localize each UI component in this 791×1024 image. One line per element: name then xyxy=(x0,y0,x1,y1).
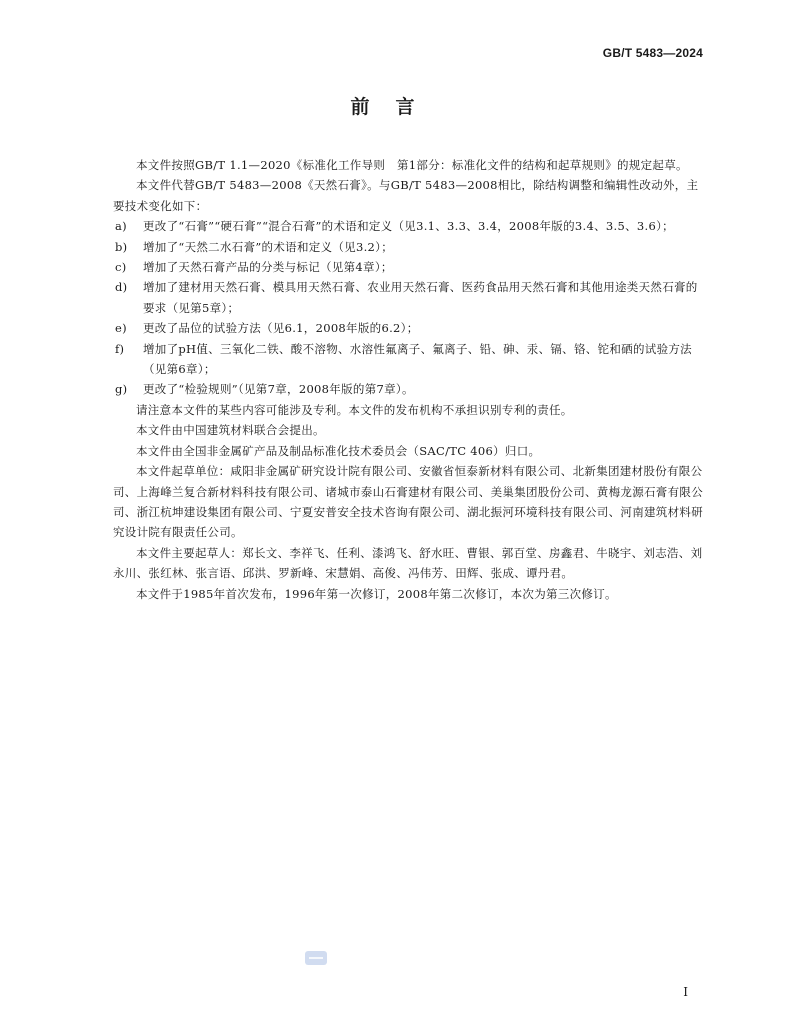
paragraph: 本文件由中国建筑材料联合会提出。 xyxy=(136,423,325,438)
list-item-text: 增加了天然石膏产品的分类与标记（见第4章）； xyxy=(143,260,393,275)
list-item-label: a) xyxy=(115,219,127,234)
paragraph: 本文件于1985年首次发布，1996年第一次修订，2008年第二次修订，本次为第三次修订。 xyxy=(136,586,617,601)
list-item-label: g) xyxy=(115,382,128,397)
list-item-label: c) xyxy=(115,260,127,275)
list-item-text: 更改了“检验规则”（见第7章，2008年版的第7章）。 xyxy=(143,382,414,397)
list-item-text: 增加了“天然二水石膏”的术语和定义（见3.2）； xyxy=(143,239,393,254)
list-item-text: 更改了“石膏”“硬石膏”“混合石膏”的术语和定义（见3.1、3.3、3.4，2008年版的3.4、3.5、3.6）； xyxy=(143,219,674,234)
list-item-text: 增加了pH值、三氧化二铁、酸不溶物、水溶性氟离子、氟离子、铅、砷、汞、镉、铬、铊和硒的试验方法（见第6章）； xyxy=(143,341,692,377)
change-list xyxy=(113,216,705,400)
list-item xyxy=(113,237,705,257)
list-item-text: 增加了建材用天然石膏、模具用天然石膏、农业用天然石膏、医药食品用天然石膏和其他用途类天然石膏的要求（见第5章）； xyxy=(143,280,698,315)
list-item xyxy=(113,277,705,318)
list-item-label: b) xyxy=(115,239,128,254)
list-item-label: f) xyxy=(115,341,125,356)
list-item xyxy=(113,379,705,399)
page-title: 前言 xyxy=(350,96,441,118)
list-item-label: d) xyxy=(115,280,128,295)
paragraph: 本文件由全国非金属矿产品及制品标准化技术委员会（SAC/TC 406）归口。 xyxy=(136,443,541,458)
paragraph: 本文件主要起草人：郑长文、李祥飞、任利、漆鸿飞、舒水旺、曹银、郭百堂、房鑫君、牛晓宇、刘志浩、刘永川、张红林、张言语、邱洪、罗新峰、宋慧娟、高俊、冯伟芳、田辉、张成、谭丹君。 xyxy=(113,545,703,581)
standard-number: GB/T 5483—2024 xyxy=(602,46,703,60)
watermark-logo xyxy=(305,951,327,965)
list-item xyxy=(113,318,705,338)
list-item-label: e) xyxy=(115,321,127,336)
list-item xyxy=(113,339,705,380)
list-item xyxy=(113,257,705,277)
list-item xyxy=(113,216,705,236)
paragraph: 本文件按照GB/T 1.1—2020《标准化工作导则 第1部分：标准化文件的结构和起草规则》的规定起草。 xyxy=(136,158,688,172)
list-item-text: 更改了品位的试验方法（见6.1，2008年版的6.2）； xyxy=(143,321,419,336)
paragraph: 请注意本文件的某些内容可能涉及专利。本文件的发布机构不承担识别专利的责任。 xyxy=(136,402,573,417)
paragraph: 本文件代替GB/T 5483—2008《天然石膏》。与GB/T 5483—2008相比，除结构调整和编辑性改动外，主要技术变化如下： xyxy=(113,178,699,213)
document-body xyxy=(113,155,705,604)
paragraph: 本文件起草单位：咸阳非金属矿研究设计院有限公司、安徽省恒泰新材料有限公司、北新集团建材股份有限公司、上海峰兰复合新材料科技有限公司、诸城市泰山石膏建材有限公司、美巢集团股份公司、黄梅龙源石膏有限公司、浙江杭坤建设集团有限公司、宁夏安普安全技术咨询有限公司、湖北振河环境科技有限公司、河南建筑材料研究设计院有限责任公司。 xyxy=(113,464,703,540)
page-number: I xyxy=(683,985,688,999)
